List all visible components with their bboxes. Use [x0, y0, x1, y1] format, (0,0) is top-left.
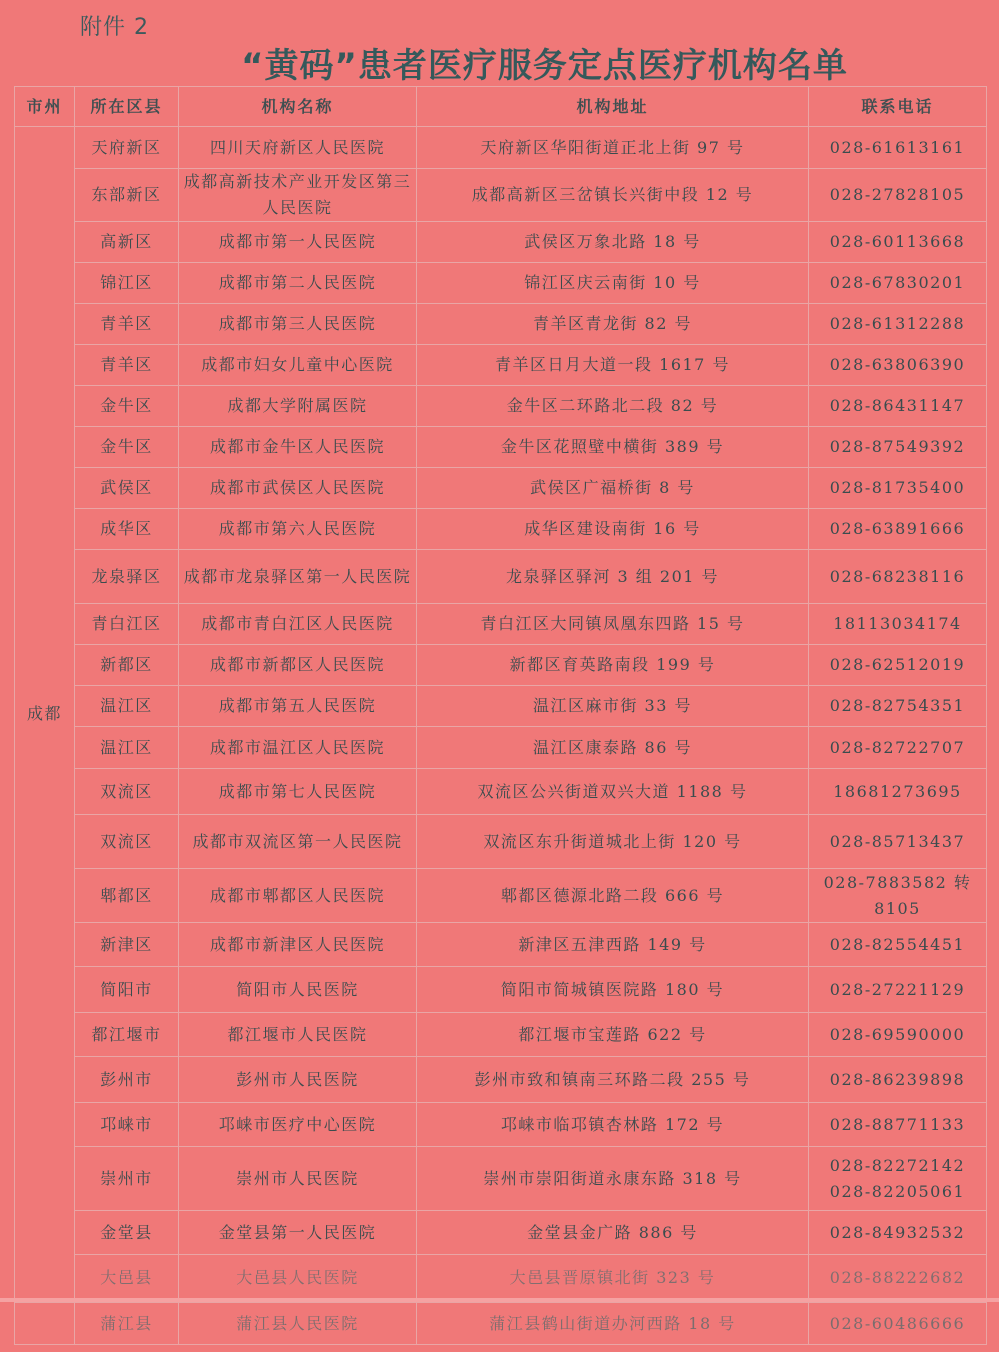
- table-row: [15, 604, 987, 645]
- address-cell: 成都高新区三岔镇长兴街中段 12 号: [417, 169, 809, 222]
- address-cell: 崇州市崇阳街道永康东路 318 号: [417, 1147, 809, 1211]
- hospital-name-cell: 成都市第七人民医院: [179, 769, 417, 815]
- phone-cell: 028-7883582 转 8105: [809, 869, 987, 923]
- table-row: [15, 1211, 987, 1255]
- district-cell: 龙泉驿区: [75, 550, 179, 604]
- phone-cell: 028-60113668: [809, 222, 987, 263]
- district-cell: 金牛区: [75, 386, 179, 427]
- hospital-name-cell: 成都市第三人民医院: [179, 304, 417, 345]
- table-row: [15, 1255, 987, 1301]
- district-cell: 高新区: [75, 222, 179, 263]
- table-row: [15, 386, 987, 427]
- hospital-name-cell: 成都市新都区人民医院: [179, 645, 417, 686]
- phone-cell: 028-84932532: [809, 1211, 987, 1255]
- address-cell: 都江堰市宝莲路 622 号: [417, 1013, 809, 1057]
- address-cell: 金牛区二环路北二段 82 号: [417, 386, 809, 427]
- hospital-name-cell: 成都市双流区第一人民医院: [179, 815, 417, 869]
- hospital-name-cell: 崇州市人民医院: [179, 1147, 417, 1211]
- address-cell: 温江区麻市街 33 号: [417, 686, 809, 727]
- address-cell: 青白江区大同镇凤凰东四路 15 号: [417, 604, 809, 645]
- phone-cell: 028-67830201: [809, 263, 987, 304]
- address-cell: 简阳市简城镇医院路 180 号: [417, 967, 809, 1013]
- district-cell: 双流区: [75, 769, 179, 815]
- table-row: [15, 1103, 987, 1147]
- table-row: [15, 686, 987, 727]
- hospital-name-cell: 邛崃市医疗中心医院: [179, 1103, 417, 1147]
- hospital-name-cell: 成都市第六人民医院: [179, 509, 417, 550]
- hospital-name-cell: 都江堰市人民医院: [179, 1013, 417, 1057]
- table-row: [15, 509, 987, 550]
- district-cell: 崇州市: [75, 1147, 179, 1211]
- phone-cell: 028-61312288: [809, 304, 987, 345]
- hospital-name-cell: 成都市妇女儿童中心医院: [179, 345, 417, 386]
- phone-cell: 028-87549392: [809, 427, 987, 468]
- phone-cell: 028-81735400: [809, 468, 987, 509]
- hospital-name-cell: 成都高新技术产业开发区第三人民医院: [179, 169, 417, 222]
- district-cell: 青羊区: [75, 304, 179, 345]
- district-cell: 新都区: [75, 645, 179, 686]
- phone-cell: 028-69590000: [809, 1013, 987, 1057]
- address-cell: 成华区建设南街 16 号: [417, 509, 809, 550]
- phone-cell: 18681273695: [809, 769, 987, 815]
- district-cell: 都江堰市: [75, 1013, 179, 1057]
- hospital-name-cell: 成都市青白江区人民医院: [179, 604, 417, 645]
- phone-cell: 028-82554451: [809, 923, 987, 967]
- address-cell: 温江区康泰路 86 号: [417, 727, 809, 769]
- address-cell: 新都区育英路南段 199 号: [417, 645, 809, 686]
- address-cell: 邛崃市临邛镇杏林路 172 号: [417, 1103, 809, 1147]
- phone-cell: 18113034174: [809, 604, 987, 645]
- hospital-name-cell: 成都市郫都区人民医院: [179, 869, 417, 923]
- table-row: [15, 1013, 987, 1057]
- district-cell: 新津区: [75, 923, 179, 967]
- address-cell: 天府新区华阳街道正北上街 97 号: [417, 127, 809, 169]
- district-cell: 邛崃市: [75, 1103, 179, 1147]
- address-cell: 大邑县晋原镇北街 323 号: [417, 1255, 809, 1301]
- table-row: [15, 427, 987, 468]
- phone-cell: 028-82754351: [809, 686, 987, 727]
- city-cell: 成都: [15, 127, 75, 1301]
- phone-cell: 028-82272142 028-82205061: [809, 1147, 987, 1211]
- city-cell: [15, 1303, 75, 1345]
- hospital-name-cell: 成都大学附属医院: [179, 386, 417, 427]
- phone-cell: 028-86431147: [809, 386, 987, 427]
- phone-cell: 028-63806390: [809, 345, 987, 386]
- header-phone: 联系电话: [809, 87, 987, 127]
- address-cell: 金牛区花照壁中横街 389 号: [417, 427, 809, 468]
- district-cell: 大邑县: [75, 1255, 179, 1301]
- phone-cell: 028-88771133: [809, 1103, 987, 1147]
- header-address: 机构地址: [417, 87, 809, 127]
- table-row: [15, 727, 987, 769]
- hospital-name-cell: 成都市温江区人民医院: [179, 727, 417, 769]
- phone-cell: 028-27828105: [809, 169, 987, 222]
- attachment-label: 附件 2: [80, 15, 149, 40]
- phone-cell: 028-60486666: [809, 1303, 987, 1345]
- phone-cell: 028-85713437: [809, 815, 987, 869]
- phone-cell: 028-62512019: [809, 645, 987, 686]
- address-cell: 蒲江县鹤山街道办河西路 18 号: [417, 1303, 809, 1345]
- table-row: [15, 967, 987, 1013]
- hospital-name-cell: 成都市第五人民医院: [179, 686, 417, 727]
- table-row: [15, 222, 987, 263]
- table-row: [15, 263, 987, 304]
- address-cell: 双流区东升街道城北上街 120 号: [417, 815, 809, 869]
- address-cell: 青羊区青龙街 82 号: [417, 304, 809, 345]
- district-cell: 天府新区: [75, 127, 179, 169]
- address-cell: 龙泉驿区驿河 3 组 201 号: [417, 550, 809, 604]
- hospital-name-cell: 成都市龙泉驿区第一人民医院: [179, 550, 417, 604]
- phone-cell: 028-63891666: [809, 509, 987, 550]
- hospital-name-cell: 成都市新津区人民医院: [179, 923, 417, 967]
- header-name: 机构名称: [179, 87, 417, 127]
- address-cell: 金堂县金广路 886 号: [417, 1211, 809, 1255]
- table-row: [15, 1057, 987, 1103]
- phone-cell: 028-88222682: [809, 1255, 987, 1301]
- hospital-name-cell: 成都市第一人民医院: [179, 222, 417, 263]
- table-row: [15, 1147, 987, 1211]
- table-row: [15, 869, 987, 923]
- address-cell: 郫都区德源北路二段 666 号: [417, 869, 809, 923]
- table-row: [15, 645, 987, 686]
- phone-cell: 028-82722707: [809, 727, 987, 769]
- district-cell: 成华区: [75, 509, 179, 550]
- district-cell: 郫都区: [75, 869, 179, 923]
- address-cell: 武侯区广福桥街 8 号: [417, 468, 809, 509]
- address-cell: 武侯区万象北路 18 号: [417, 222, 809, 263]
- district-cell: 温江区: [75, 727, 179, 769]
- district-cell: 简阳市: [75, 967, 179, 1013]
- table-row: [15, 769, 987, 815]
- hospital-table: [14, 86, 987, 1301]
- table-row: [15, 815, 987, 869]
- hospital-name-cell: 成都市金牛区人民医院: [179, 427, 417, 468]
- address-cell: 新津区五津西路 149 号: [417, 923, 809, 967]
- table-row: [15, 1303, 987, 1345]
- table-row: [15, 550, 987, 604]
- district-cell: 温江区: [75, 686, 179, 727]
- table-header-row: [15, 87, 987, 127]
- table-row: [15, 923, 987, 967]
- hospital-name-cell: 大邑县人民医院: [179, 1255, 417, 1301]
- hospital-name-cell: 成都市第二人民医院: [179, 263, 417, 304]
- table-row: [15, 468, 987, 509]
- hospital-name-cell: 彭州市人民医院: [179, 1057, 417, 1103]
- table-body: [15, 127, 987, 1301]
- hospital-name-cell: 金堂县第一人民医院: [179, 1211, 417, 1255]
- address-cell: 青羊区日月大道一段 1617 号: [417, 345, 809, 386]
- table-row: [15, 345, 987, 386]
- header-district: 所在区县: [75, 87, 179, 127]
- table-row: [15, 169, 987, 222]
- phone-cell: 028-86239898: [809, 1057, 987, 1103]
- district-cell: 青羊区: [75, 345, 179, 386]
- phone-cell: 028-61613161: [809, 127, 987, 169]
- district-cell: 东部新区: [75, 169, 179, 222]
- district-cell: 金堂县: [75, 1211, 179, 1255]
- document-title: “黄码”患者医疗服务定点医疗机构名单: [241, 46, 848, 86]
- hospital-name-cell: 简阳市人民医院: [179, 967, 417, 1013]
- phone-cell: 028-27221129: [809, 967, 987, 1013]
- hospital-name-cell: 成都市武侯区人民医院: [179, 468, 417, 509]
- address-cell: 彭州市致和镇南三环路二段 255 号: [417, 1057, 809, 1103]
- phone-cell: 028-68238116: [809, 550, 987, 604]
- header-city: 市州: [15, 87, 75, 127]
- table-row: [15, 127, 987, 169]
- hospital-name-cell: 蒲江县人民医院: [179, 1303, 417, 1345]
- district-cell: 锦江区: [75, 263, 179, 304]
- table-row: [15, 304, 987, 345]
- hospital-table-continued: [14, 1302, 987, 1345]
- address-cell: 锦江区庆云南街 10 号: [417, 263, 809, 304]
- address-cell: 双流区公兴街道双兴大道 1188 号: [417, 769, 809, 815]
- district-cell: 武侯区: [75, 468, 179, 509]
- district-cell: 青白江区: [75, 604, 179, 645]
- district-cell: 双流区: [75, 815, 179, 869]
- hospital-name-cell: 四川天府新区人民医院: [179, 127, 417, 169]
- district-cell: 蒲江县: [75, 1303, 179, 1345]
- district-cell: 彭州市: [75, 1057, 179, 1103]
- district-cell: 金牛区: [75, 427, 179, 468]
